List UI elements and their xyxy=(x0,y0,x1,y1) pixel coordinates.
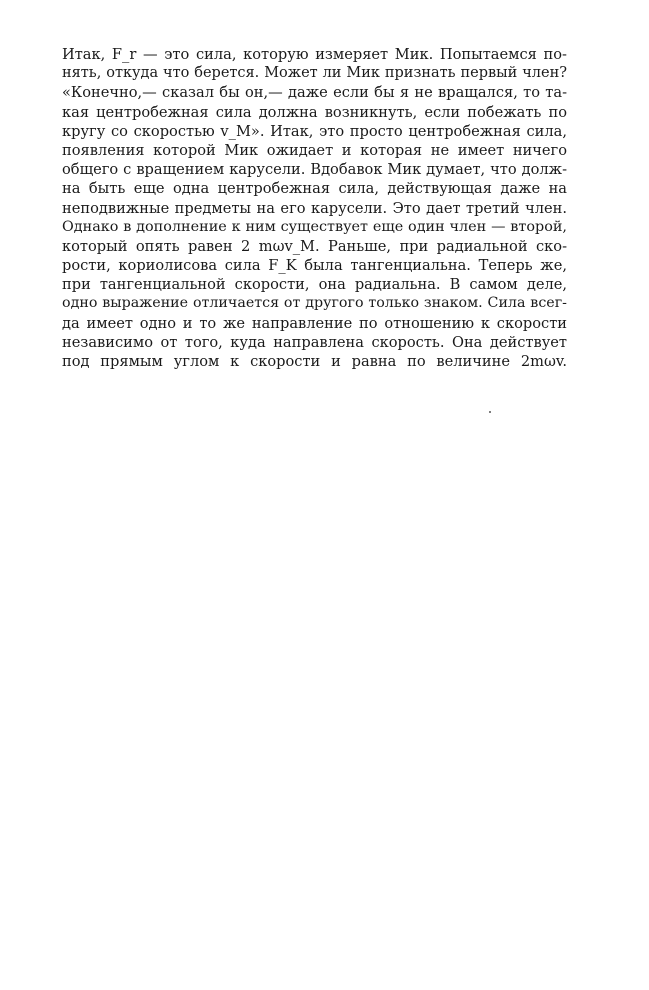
text-line: одно выражение отличается от другого только знаком. Сила всег- xyxy=(62,295,567,312)
text-line: независимо от того, куда направлена скорость. Она действует xyxy=(62,333,567,351)
text-line: кая центробежная сила должна возникнуть, если побежать по xyxy=(62,103,567,121)
text-line: нять, откуда что берется. Может ли Мик признать первый член? xyxy=(62,65,567,82)
text-line: на быть еще одна центробежная сила, действующая даже на xyxy=(62,180,567,198)
text-line: «Конечно,— сказал бы он,— даже если бы я не вращался, то та- xyxy=(62,84,567,102)
text-line: рости, кориолисова сила F_K была тангенциальна. Теперь же, xyxy=(62,257,567,275)
text-line: кругу со скоростью v_M». Итак, это просто центробежная сила, xyxy=(62,122,567,140)
stray-dot xyxy=(489,411,491,413)
text-line: который опять равен 2 mωv_M. Раньше, при радиальной ско- xyxy=(62,237,567,255)
text-line: общего с вращением карусели. Вдобавок Мик думает, что долж- xyxy=(62,161,567,179)
text-line: под прямым углом к скорости и равна по величине 2mωv. xyxy=(62,353,567,370)
text-line: Итак, F_r — это сила, которую измеряет Мик. Попытаемся по- xyxy=(62,46,567,63)
text-line: появления которой Мик ожидает и которая не имеет ничего xyxy=(62,141,567,159)
body-paragraph xyxy=(62,45,567,371)
text-line: Однако в дополнение к ним существует еще один член — второй, xyxy=(62,218,567,235)
text-line: при тангенциальной скорости, она радиальна. В самом деле, xyxy=(62,276,567,294)
text-line: неподвижные предметы на его карусели. Это дает третий член. xyxy=(62,199,567,217)
text-line: да имеет одно и то же направление по отношению к скорости xyxy=(62,314,567,332)
